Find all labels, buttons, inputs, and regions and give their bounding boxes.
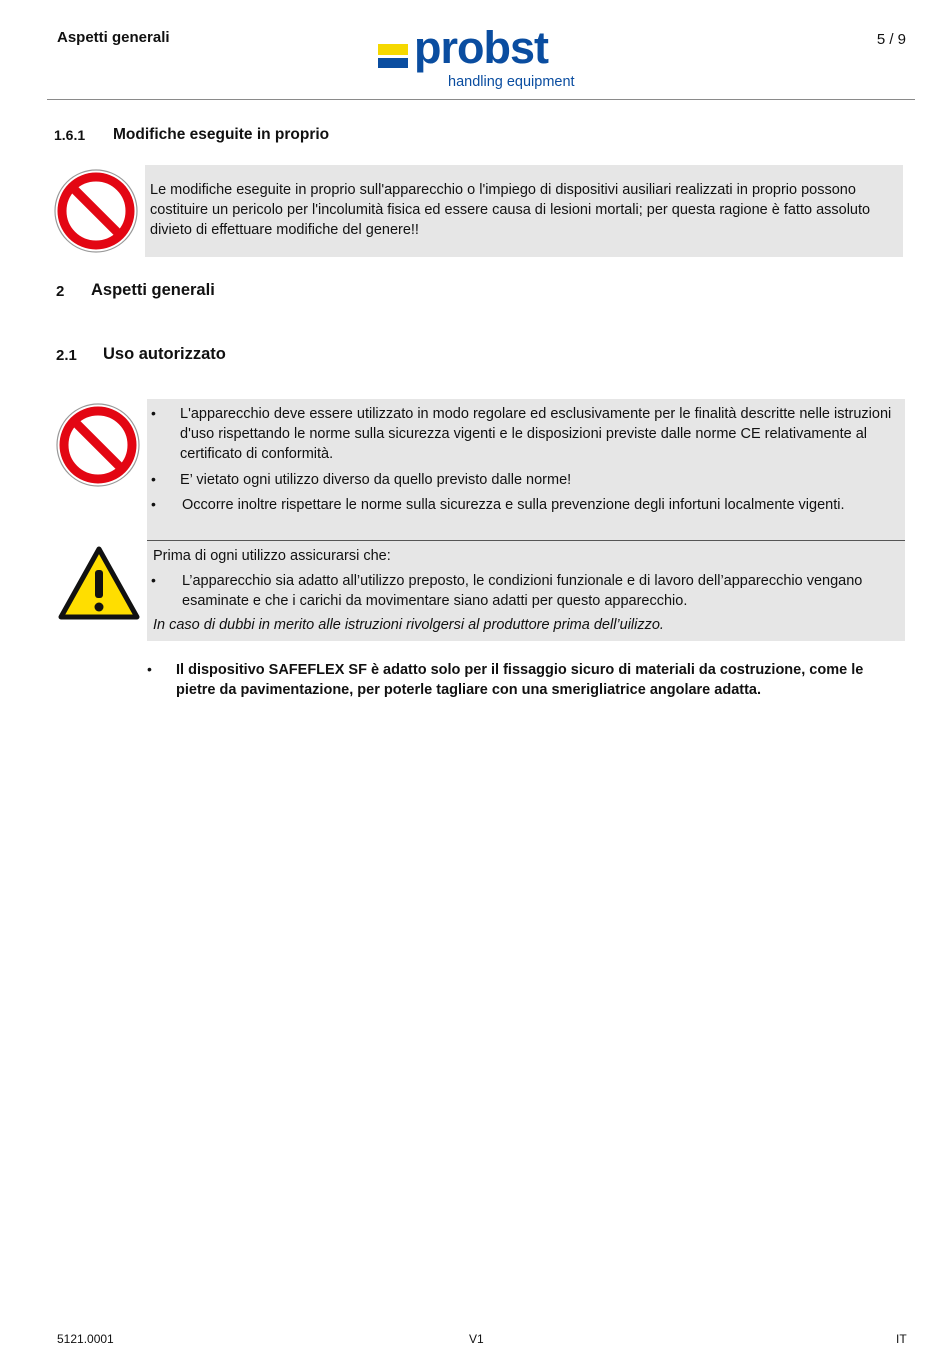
section-heading-2-1: Uso autorizzato <box>103 345 226 363</box>
logo-yellow-bar <box>378 44 408 55</box>
warning-triangle-icon <box>57 545 141 621</box>
logo-tagline: handling equipment <box>448 74 575 90</box>
warning-note: In caso di dubbi in merito alle istruzioni rivolgersi al produttore prima dell’uilizzo. <box>153 617 664 633</box>
warning-item: L’apparecchio sia adatto all’utilizzo preposto, le condizioni funzionale e di lavoro dell’apparecchio vengano esaminate e che i carichi da movimentare siano adatti per questo apparecchio. <box>182 573 863 609</box>
bullet-icon: • <box>151 496 156 512</box>
prohibition-sign-icon <box>54 169 138 253</box>
header-section-title: Aspetti generali <box>57 29 170 46</box>
footer-version: V1 <box>469 1332 484 1346</box>
footer-doc-number: 5121.0001 <box>57 1332 114 1346</box>
logo-wordmark: probst <box>414 22 548 73</box>
prohibition-sign-icon <box>56 403 140 487</box>
bullet-icon: • <box>151 572 156 588</box>
section-number-2-1: 2.1 <box>56 347 77 364</box>
warning-intro: Prima di ogni utilizzo assicurarsi che: <box>153 548 391 564</box>
bullet-icon: • <box>151 405 156 421</box>
bullet-icon: • <box>147 661 152 677</box>
logo-blue-bar <box>378 58 408 68</box>
safeflex-usage-note: Il dispositivo SAFEFLEX SF è adatto solo per il fissaggio sicuro di materiali da costruzione, come le pietre da pavimentazione, per poterle tagliare con una smerigliatrice angolare adatta. <box>176 662 864 698</box>
page-number: 5 / 9 <box>876 31 906 48</box>
prohibition-item: Occorre inoltre rispettare le norme sulla sicurezza e sulla prevenzione degli infortuni localmente vigenti. <box>182 497 845 513</box>
section-heading-2: Aspetti generali <box>91 281 215 299</box>
bullet-icon: • <box>151 471 156 487</box>
section-number-1-6-1: 1.6.1 <box>54 127 86 143</box>
probst-logo <box>378 22 593 96</box>
prohibition-item: E’ vietato ogni utilizzo diverso da quello previsto dalle norme! <box>180 472 572 488</box>
section-number-2: 2 <box>56 283 65 300</box>
header-divider <box>47 99 915 100</box>
modification-warning-text: Le modifiche eseguite in proprio sull'apparecchio o l'impiego di dispositivi ausiliari realizzati in proprio possono costituire un pericolo per l'incolumità fisica ed essere causa di lesioni mortali; per questa ragione è fatto assoluto divieto di effettuare modifiche del genere!! <box>150 182 871 238</box>
footer-language: IT <box>896 1332 907 1346</box>
section-heading-1-6-1: Modifiche eseguite in proprio <box>113 126 330 143</box>
prohibition-item: L'apparecchio deve essere utilizzato in modo regolare ed esclusivamente per le finalità descritte nelle istruzioni d'uso rispettando le norme sulla sicurezza vigenti e le disposizioni previste dalle norme CE relativamente al certificato di conformità. <box>180 406 892 462</box>
